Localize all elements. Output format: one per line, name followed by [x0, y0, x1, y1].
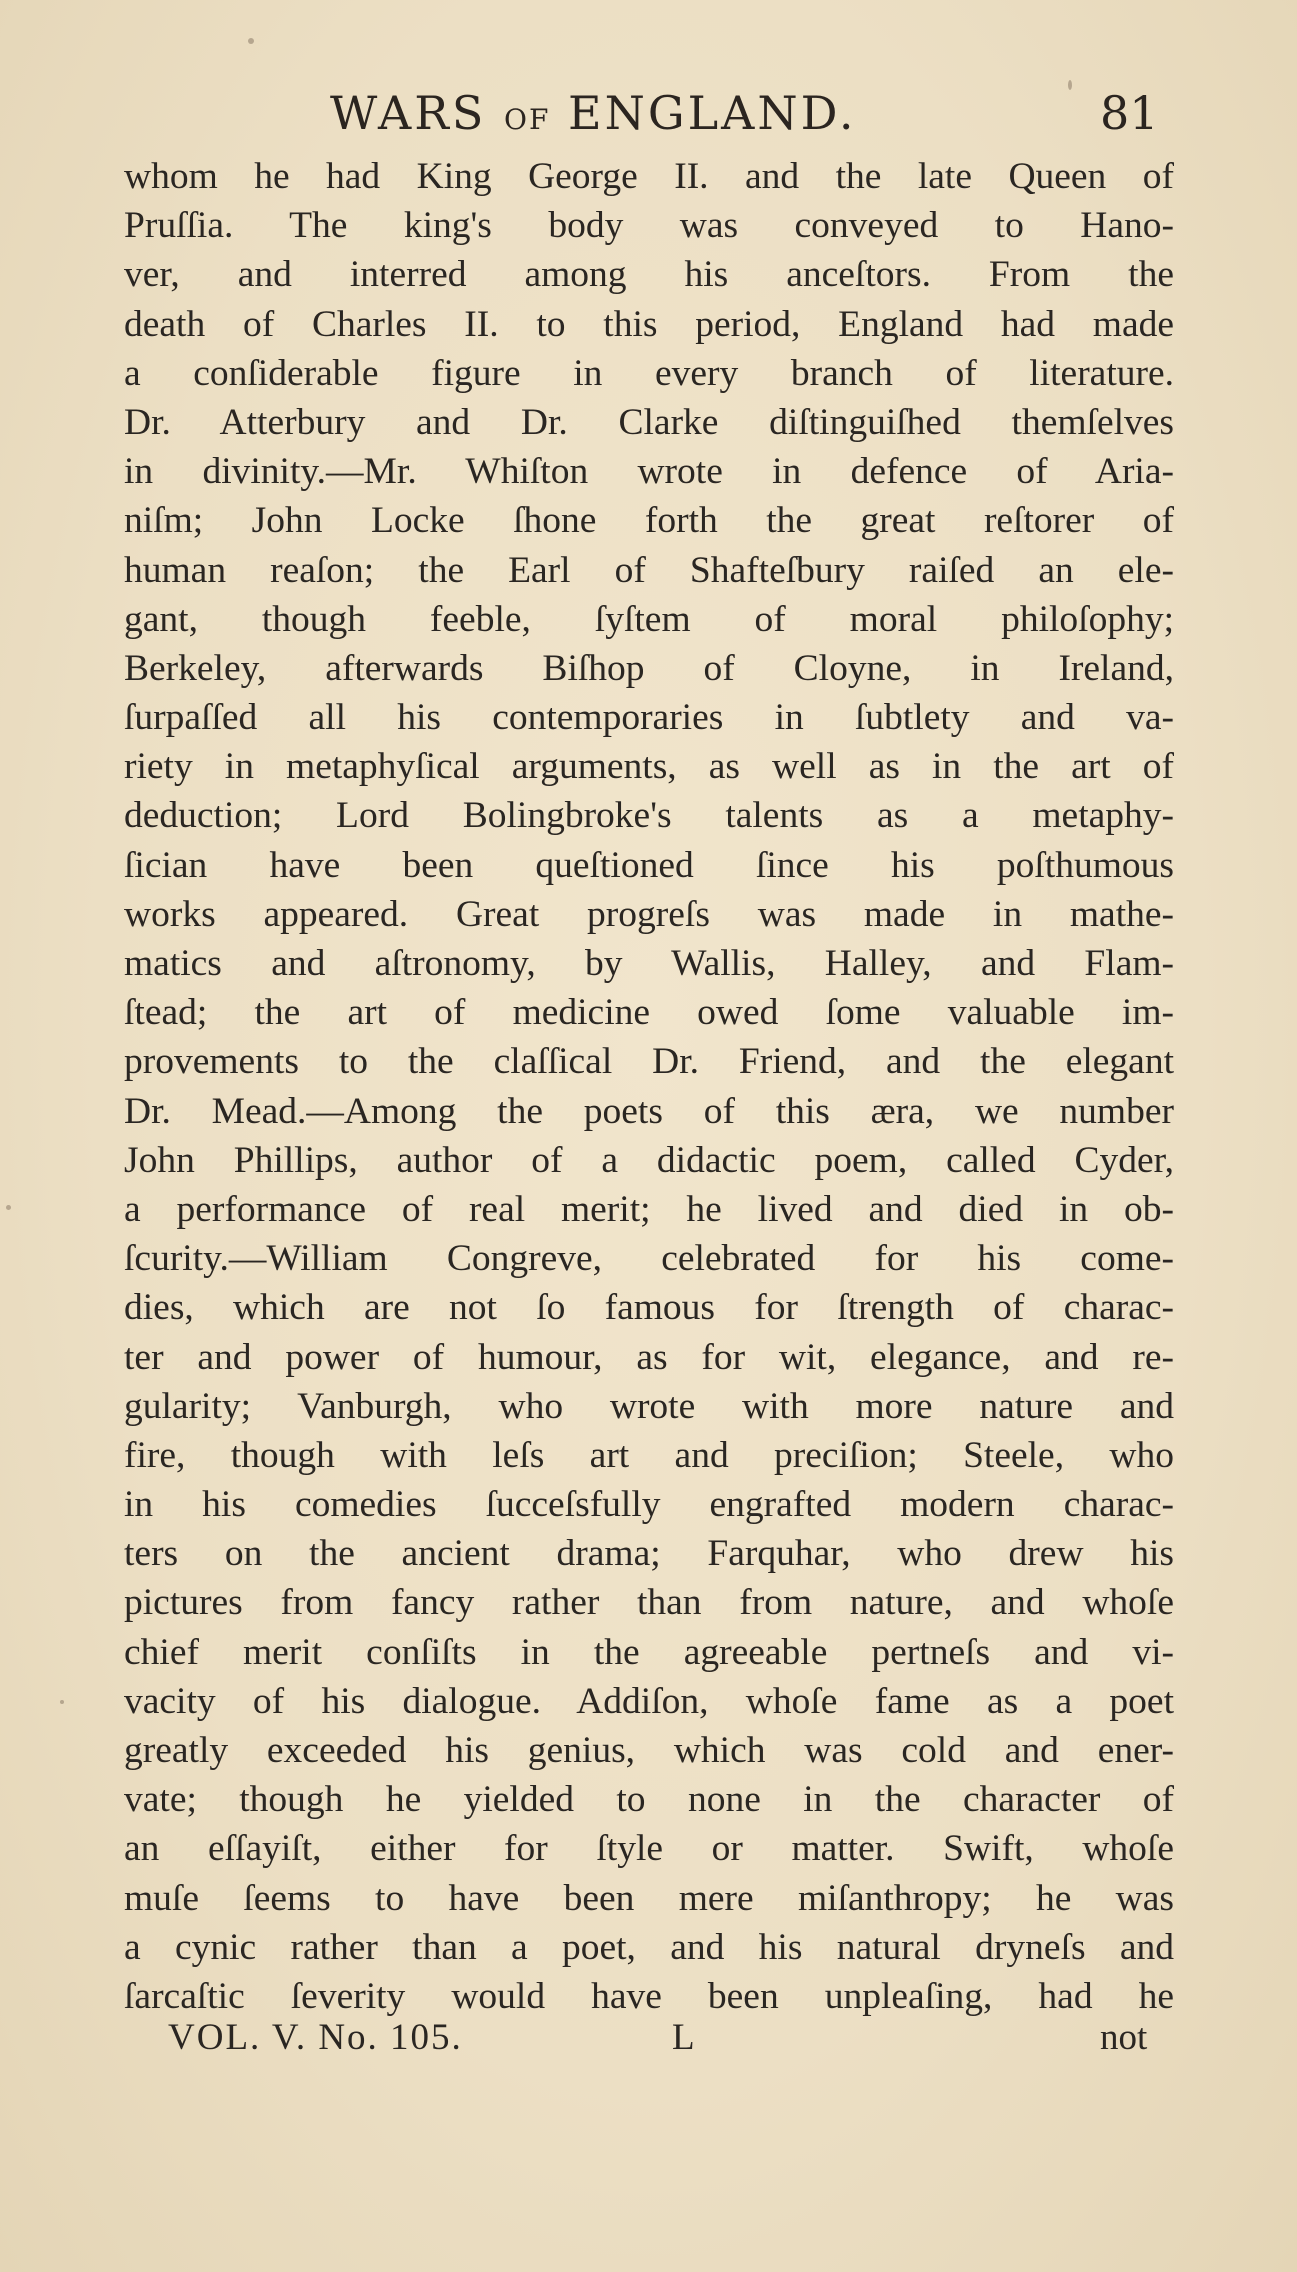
text-line: matics and aſtronomy, by Wallis, Halley, and Flam- — [124, 943, 1174, 984]
text-line: Pruſſia. The king's body was conveyed to Hano- — [124, 205, 1174, 247]
paper-speck — [6, 1205, 11, 1210]
text-line: Berkeley, afterwards Biſhop of Cloyne, in Ireland, — [124, 647, 1174, 689]
text-line: ter and power of humour, as for wit, elegance, and re- — [124, 1336, 1174, 1378]
text-line: Dr. Atterbury and Dr. Clarke diſtinguiſhed themſelves — [124, 401, 1174, 443]
paper-speck — [60, 1700, 64, 1704]
text-line: gularity; Vanburgh, who wrote with more nature and — [124, 1385, 1174, 1427]
catchword: not — [1100, 2017, 1148, 2058]
page-number: 81 — [1100, 86, 1159, 140]
text-line: an eſſayiſt, either for ſtyle or matter. Swift, whoſe — [124, 1828, 1174, 1870]
body-text — [124, 152, 1174, 2021]
text-line: provements to the claſſical Dr. Friend, and the elegant — [124, 1041, 1174, 1083]
text-line: deduction; Lord Bolingbroke's talents as a metaphy- — [124, 795, 1174, 837]
text-line: Dr. Mead.—Among the poets of this æra, we number — [124, 1090, 1174, 1132]
signature-mark: L — [672, 2017, 695, 2058]
text-line: ſtead; the art of medicine owed ſome valuable im- — [124, 992, 1174, 1034]
text-line: death of Charles II. to this period, England had made — [124, 303, 1174, 345]
text-line: ver, and interred among his anceſtors. From the — [124, 254, 1174, 296]
text-line: works appeared. Great progreſs was made in mathe- — [124, 893, 1174, 935]
text-line: muſe ſeems to have been mere miſanthropy; he was — [124, 1877, 1174, 1919]
text-line: riety in metaphyſical arguments, as well as in the art of — [124, 746, 1174, 788]
text-line: a cynic rather than a poet, and his natural dryneſs and — [124, 1926, 1174, 1968]
page-header — [0, 78, 1297, 148]
text-line: John Phillips, author of a didactic poem, called Cyder, — [124, 1139, 1174, 1181]
text-line: ters on the ancient drama; Farquhar, who drew his — [124, 1533, 1174, 1575]
text-line: ſurpaſſed all his contemporaries in ſubtlety and va- — [124, 697, 1174, 739]
text-line: vacity of his dialogue. Addiſon, whoſe fame as a poet — [124, 1680, 1174, 1722]
text-line: whom he had King George II. and the late Queen of — [124, 156, 1174, 197]
text-line: in his comedies ſucceſsfully engrafted modern charac- — [124, 1484, 1174, 1526]
text-line: niſm; John Locke ſhone forth the great reſtorer of — [124, 500, 1174, 542]
text-line: chief merit conſiſts in the agreeable pertneſs and vi- — [124, 1631, 1174, 1673]
text-line: gant, though feeble, ſyſtem of moral philoſophy; — [124, 598, 1174, 640]
text-line: ſician have been queſtioned ſince his poſthumous — [124, 844, 1174, 886]
running-title-of: OF — [503, 103, 551, 136]
text-line: a conſiderable figure in every branch of literature. — [124, 352, 1174, 394]
running-title — [330, 86, 856, 140]
paper-speck — [1068, 80, 1072, 90]
text-line: ſcurity.—William Congreve, celebrated for his come- — [124, 1238, 1174, 1280]
text-line: human reaſon; the Earl of Shafteſbury raiſed an ele- — [124, 549, 1174, 591]
text-line: in divinity.—Mr. Whiſton wrote in defence of Aria- — [124, 451, 1174, 493]
page-footer — [0, 2010, 1297, 2066]
text-line: dies, which are not ſo famous for ſtrength of charac- — [124, 1287, 1174, 1329]
running-title-main: WARS — [330, 86, 487, 140]
text-line: pictures from fancy rather than from nature, and whoſe — [124, 1582, 1174, 1624]
text-line: fire, though with leſs art and preciſion; Steele, who — [124, 1434, 1174, 1476]
running-title-end: ENGLAND. — [568, 86, 857, 140]
paper-speck — [248, 38, 254, 44]
text-line: a performance of real merit; he lived and died in ob- — [124, 1188, 1174, 1230]
text-line: vate; though he yielded to none in the character of — [124, 1779, 1174, 1821]
text-line: ſarcaſtic ſeverity would have been unpleaſing, had he — [124, 1975, 1174, 2017]
volume-number: VOL. V. No. 105. — [168, 2017, 463, 2058]
text-line: greatly exceeded his genius, which was cold and ener- — [124, 1730, 1174, 1771]
